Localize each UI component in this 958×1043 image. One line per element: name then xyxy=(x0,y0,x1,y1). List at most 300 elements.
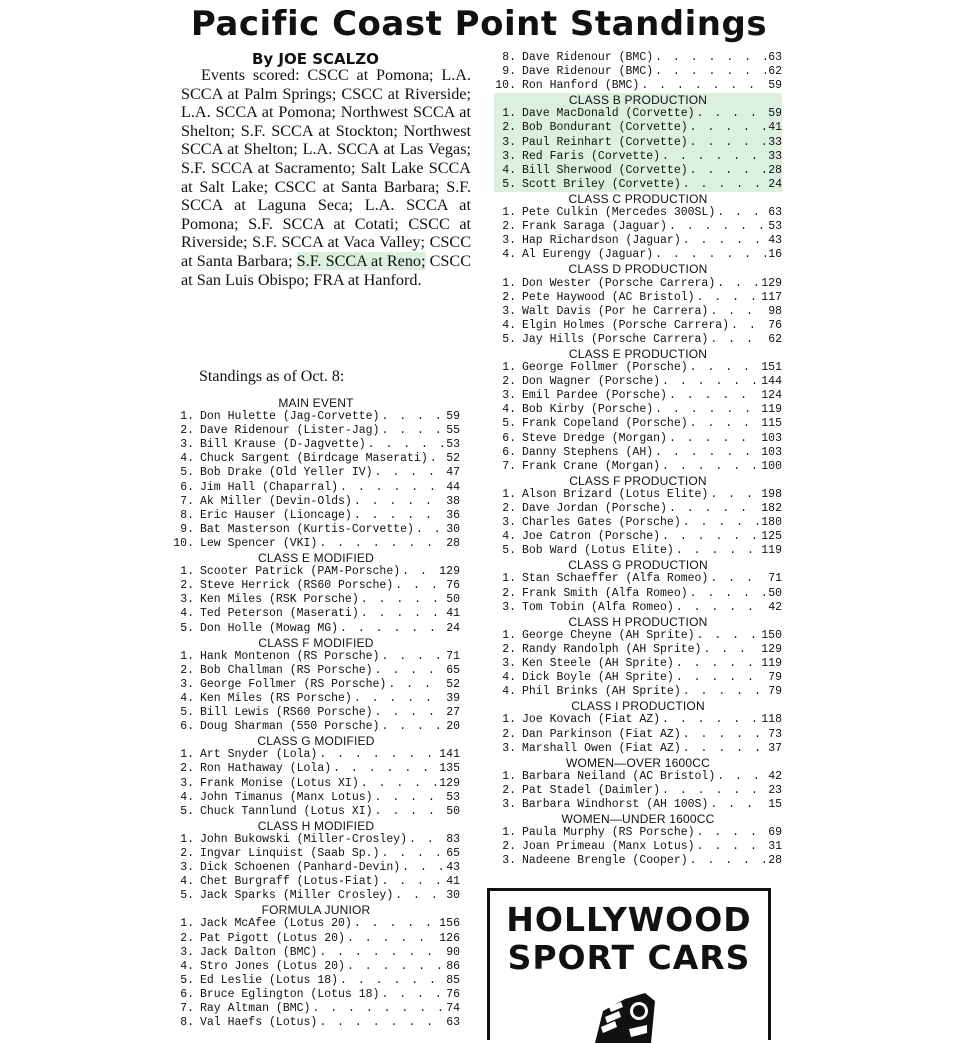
leader-dots xyxy=(400,565,437,579)
points: 63 xyxy=(768,206,782,220)
driver-car: Steve Dredge (Morgan) xyxy=(522,431,667,445)
rank-number: 6. xyxy=(180,720,194,734)
driver-car: Ingvar Linquist (Saab Sp.) xyxy=(200,847,380,860)
standing-row xyxy=(494,854,782,868)
standing-row xyxy=(172,678,460,692)
driver-car: Jack McAfee (Lotus 20) xyxy=(200,917,352,931)
leader-dots xyxy=(352,692,444,706)
rank-number: 4. xyxy=(180,607,194,621)
rank-number: 1. xyxy=(502,769,516,783)
leader-dots xyxy=(653,248,766,262)
leader-dots xyxy=(674,657,759,671)
rank-number: 1. xyxy=(502,487,516,501)
points: 27 xyxy=(446,706,460,720)
standing-row xyxy=(172,579,460,593)
points: 39 xyxy=(446,691,460,705)
driver-car: Stro Jones (Lotus 20) xyxy=(200,959,345,973)
class-header: CLASS C PRODUCTION xyxy=(568,191,708,206)
standing-row xyxy=(494,826,782,840)
leader-dots xyxy=(338,974,444,988)
driver-car: Ak Miller (Devin-Olds) xyxy=(200,494,352,508)
points: 38 xyxy=(446,494,460,508)
points: 41 xyxy=(446,607,460,621)
class-header: CLASS G PRODUCTION xyxy=(568,558,708,573)
driver-car: Nadeene Brengle (Cooper) xyxy=(522,854,688,868)
rank-number: 10. xyxy=(173,536,194,550)
standing-row xyxy=(172,875,460,889)
points: 20 xyxy=(446,720,460,734)
rank-number: 9. xyxy=(502,65,516,79)
points: 30 xyxy=(446,522,460,536)
leader-dots xyxy=(681,516,760,530)
standing-row xyxy=(494,516,782,530)
points: 31 xyxy=(768,840,782,854)
points: 62 xyxy=(768,65,782,79)
standing-row xyxy=(172,664,460,678)
standing-row xyxy=(172,805,460,819)
points: 28 xyxy=(768,163,782,177)
driver-car: Dave Ridenour (Lister-Jag) xyxy=(200,424,380,438)
leader-dots xyxy=(708,333,766,347)
standing-row xyxy=(494,333,782,347)
points: 129 xyxy=(439,776,460,790)
points: 53 xyxy=(768,220,782,234)
driver-car: Doug Sharman (550 Porsche) xyxy=(200,720,380,734)
driver-car: Frank Monise (Lotus XI) xyxy=(200,776,359,790)
class-header: WOMEN—UNDER 1600CC xyxy=(561,812,715,827)
driver-car: John Timanus (Manx Lotus) xyxy=(200,790,373,804)
leader-dots xyxy=(352,495,444,509)
standing-row xyxy=(172,466,460,480)
leader-dots xyxy=(688,854,767,868)
leader-dots xyxy=(695,826,767,840)
points: 41 xyxy=(446,875,460,889)
standing-row xyxy=(494,417,782,431)
leader-dots xyxy=(653,403,759,417)
rank-number: 2. xyxy=(502,642,516,656)
points: 129 xyxy=(761,642,782,656)
driver-car: Lew Spencer (VKI) xyxy=(200,536,318,550)
rank-number: 2. xyxy=(502,727,516,741)
driver-car: Jim Hall (Chaparral) xyxy=(200,480,339,494)
rank-number: 2. xyxy=(502,290,516,304)
rank-number: 2. xyxy=(180,424,194,438)
standing-row xyxy=(494,277,782,291)
rank-number: 4. xyxy=(180,790,194,804)
standing-row xyxy=(494,319,782,333)
points: 74 xyxy=(446,1002,460,1016)
rank-number: 5. xyxy=(180,706,194,720)
rank-number: 3. xyxy=(180,677,194,691)
points: 65 xyxy=(446,663,460,677)
leader-dots xyxy=(317,748,437,762)
standing-row xyxy=(172,889,460,903)
leader-dots xyxy=(660,530,759,544)
class-header: CLASS B PRODUCTION xyxy=(494,93,782,107)
highlighted-event: S.F. SCCA at Reno; xyxy=(296,251,426,270)
driver-car: Val Haefs (Lotus) xyxy=(200,1016,318,1030)
leader-dots xyxy=(688,136,767,150)
points: 119 xyxy=(761,544,782,558)
points: 44 xyxy=(446,480,460,494)
driver-car: Chuck Sargent (Birdcage Maserati) xyxy=(200,452,428,466)
points: 124 xyxy=(761,389,782,403)
leader-dots xyxy=(639,79,766,93)
driver-car: Ray Altman (BMC) xyxy=(200,1002,311,1016)
points: 76 xyxy=(446,579,460,593)
leader-dots xyxy=(379,988,444,1002)
standing-row xyxy=(172,523,460,537)
rank-number: 3. xyxy=(502,741,516,755)
class-header: CLASS D PRODUCTION xyxy=(568,262,708,277)
driver-car: George Cheyne (AH Sprite) xyxy=(522,628,695,642)
driver-car: Ted Peterson (Maserati) xyxy=(200,607,359,621)
driver-car: Paul Reinhart (Corvette) xyxy=(522,135,688,149)
standing-row xyxy=(494,432,782,446)
rank-number: 3. xyxy=(502,149,516,163)
rank-number: 3. xyxy=(180,861,194,875)
standing-row xyxy=(172,565,460,579)
standing-row xyxy=(494,460,782,474)
rank-number: 2. xyxy=(180,663,194,677)
leader-dots xyxy=(373,466,445,480)
standing-row xyxy=(172,452,460,466)
class-header: CLASS H MODIFIED xyxy=(257,818,375,833)
points: 71 xyxy=(446,649,460,663)
points: 50 xyxy=(768,586,782,600)
driver-car: Barbara Windhorst (AH 100S) xyxy=(522,797,709,811)
rank-number: 7. xyxy=(502,459,516,473)
rank-number: 3. xyxy=(502,304,516,318)
standing-row xyxy=(172,917,460,931)
rank-number: 4. xyxy=(502,685,516,699)
rank-number: 8. xyxy=(180,1016,194,1030)
standing-row xyxy=(494,248,782,262)
driver-car: Don Hulette (Jag-Corvette) xyxy=(200,410,380,424)
standing-row xyxy=(494,65,782,79)
leader-dots xyxy=(366,438,445,452)
points: 47 xyxy=(446,466,460,480)
points: 129 xyxy=(761,276,782,290)
standing-row xyxy=(494,136,782,150)
leader-dots xyxy=(695,840,767,854)
points: 98 xyxy=(768,304,782,318)
leader-dots xyxy=(674,671,766,685)
rank-number: 2. xyxy=(502,783,516,797)
standing-row xyxy=(494,150,782,164)
driver-car: Art Snyder (Lola) xyxy=(200,748,318,762)
leader-dots xyxy=(715,206,766,220)
points: 119 xyxy=(761,403,782,417)
rank-number: 2. xyxy=(180,762,194,776)
driver-car: George Follmer (RS Porsche) xyxy=(200,677,387,691)
events-text: Events scored: CSCC at Pomona; L.A. SCCA at Palm Springs; CSCC at Riverside; L.A. SCCA at Pomona; Northwest SCCA at Shelton; S.F. SCCA at Stockton; Northwest SCCA at Shelton; L.A. SCCA at Las Vegas; S.F. SCCA at Sacramento; Salt Lake SCCA at Salt Lake; CSCC at Santa Barbara; S.F. SCCA at Laguna Seca; L.A. SCCA at Pomona; S.F. SCCA at Cotati; CSCC at Riverside; S.F. SCCA at Vaca Valley; CSCC at Santa Barbara; xyxy=(181,66,471,270)
driver-car: Paula Murphy (RS Porsche) xyxy=(522,826,695,840)
leader-dots xyxy=(373,706,445,720)
standing-row xyxy=(494,234,782,248)
driver-car: Bill Krause (D-Jagvette) xyxy=(200,438,366,452)
standing-row xyxy=(494,107,782,121)
points: 156 xyxy=(439,917,460,931)
driver-car: Dan Parkinson (Fiat AZ) xyxy=(522,727,681,741)
leader-dots xyxy=(667,432,759,446)
leader-dots xyxy=(379,847,444,861)
rank-number: 1. xyxy=(180,748,194,762)
rank-number: 2. xyxy=(180,931,194,945)
points: 36 xyxy=(446,508,460,522)
standing-row xyxy=(494,79,782,93)
driver-car: Bill Lewis (RS60 Porsche) xyxy=(200,706,373,720)
rank-number: 4. xyxy=(502,318,516,332)
standing-row xyxy=(494,572,782,586)
points: 125 xyxy=(761,530,782,544)
rank-number: 4. xyxy=(502,163,516,177)
standing-row xyxy=(172,861,460,875)
rank-number: 3. xyxy=(502,600,516,614)
class-header: MAIN EVENT xyxy=(278,396,354,410)
leader-dots xyxy=(715,277,759,291)
rank-number: 3. xyxy=(502,854,516,868)
standing-row xyxy=(172,622,460,636)
leader-dots xyxy=(393,889,444,903)
class-header: CLASS F MODIFIED xyxy=(258,635,374,650)
standing-row xyxy=(172,974,460,988)
driver-car: Bob Kirby (Porsche) xyxy=(522,403,654,417)
driver-car: Bat Masterson (Kurtis-Corvette) xyxy=(200,522,414,536)
standing-row xyxy=(494,742,782,756)
leader-dots xyxy=(317,537,444,551)
standing-row xyxy=(494,488,782,502)
driver-car: Jay Hills (Porsche Carrera) xyxy=(522,332,709,346)
rank-number: 5. xyxy=(502,177,516,191)
standing-row xyxy=(172,988,460,1002)
standing-row xyxy=(494,403,782,417)
leader-dots xyxy=(653,51,766,65)
rank-number: 4. xyxy=(502,248,516,262)
leader-dots xyxy=(359,607,444,621)
leader-dots xyxy=(386,678,444,692)
leader-dots xyxy=(660,713,759,727)
points: 15 xyxy=(768,797,782,811)
rank-number: 4. xyxy=(180,691,194,705)
standing-row xyxy=(172,607,460,621)
leader-dots xyxy=(695,629,760,643)
points: 151 xyxy=(761,361,782,375)
rank-number: 6. xyxy=(180,987,194,1001)
driver-car: Don Wagner (Porsche) xyxy=(522,375,661,389)
standing-row xyxy=(172,847,460,861)
leader-dots xyxy=(317,946,444,960)
driver-car: Elgin Holmes (Porsche Carrera) xyxy=(522,318,730,332)
standing-row xyxy=(494,728,782,742)
rank-number: 3. xyxy=(180,945,194,959)
points: 182 xyxy=(761,502,782,515)
standing-row xyxy=(494,544,782,558)
driver-car: Scott Briley (Corvette) xyxy=(522,177,681,191)
standing-row xyxy=(494,502,782,516)
standing-row xyxy=(172,481,460,495)
driver-car: Dave Jordan (Porsche) xyxy=(522,502,667,515)
points: 52 xyxy=(446,677,460,691)
standing-row xyxy=(494,291,782,305)
points: 90 xyxy=(446,945,460,959)
leader-dots xyxy=(317,1016,444,1030)
points: 43 xyxy=(446,861,460,875)
driver-car: Ken Miles (RSK Porsche) xyxy=(200,593,359,607)
leader-dots xyxy=(688,417,760,431)
rank-number: 2. xyxy=(180,847,194,860)
leader-dots xyxy=(352,509,444,523)
standing-row xyxy=(172,537,460,551)
driver-car: Jack Sparks (Miller Crosley) xyxy=(200,889,394,903)
leader-dots xyxy=(695,291,760,305)
leader-dots xyxy=(379,650,444,664)
rank-number: 3. xyxy=(502,657,516,671)
points: 59 xyxy=(768,79,782,93)
points: 135 xyxy=(439,762,460,776)
standing-row xyxy=(172,960,460,974)
events-intro xyxy=(181,66,471,289)
rank-number: 3. xyxy=(502,516,516,530)
points: 53 xyxy=(446,790,460,804)
points: 59 xyxy=(446,410,460,424)
points: 198 xyxy=(761,487,782,501)
standing-row xyxy=(172,424,460,438)
points: 129 xyxy=(439,565,460,579)
leader-dots xyxy=(667,389,759,403)
rank-number: 5. xyxy=(180,804,194,818)
rank-number: 2. xyxy=(180,579,194,593)
leader-dots xyxy=(379,424,444,438)
leader-dots xyxy=(708,305,766,319)
leader-dots xyxy=(688,121,767,135)
rank-number: 4. xyxy=(180,875,194,889)
driver-car: Pete Haywood (AC Bristol) xyxy=(522,290,695,304)
leader-dots xyxy=(681,178,766,192)
ad-line-1: HOLLYWOOD xyxy=(506,900,752,939)
driver-car: Bob Drake (Old Yeller IV) xyxy=(200,466,373,480)
rank-number: 3. xyxy=(180,438,194,452)
standing-row xyxy=(172,593,460,607)
standing-row xyxy=(172,791,460,805)
leader-dots xyxy=(373,791,445,805)
rank-number: 4. xyxy=(502,671,516,685)
points: 115 xyxy=(761,417,782,431)
driver-car: Ken Miles (RS Porsche) xyxy=(200,691,352,705)
leader-dots xyxy=(708,572,766,586)
standing-row xyxy=(494,840,782,854)
driver-car: Walt Davis (Por he Carrera) xyxy=(522,304,709,318)
points: 24 xyxy=(768,177,782,191)
driver-car: Bruce Eglington (Lotus 18) xyxy=(200,987,380,1001)
leader-dots xyxy=(379,410,444,424)
points: 65 xyxy=(446,847,460,860)
points: 86 xyxy=(446,959,460,973)
rank-number: 5. xyxy=(180,466,194,480)
standings-column-right xyxy=(494,51,782,868)
points: 33 xyxy=(768,135,782,149)
leader-dots xyxy=(660,784,766,798)
driver-car: Bob Bondurant (Corvette) xyxy=(522,121,688,135)
points: 62 xyxy=(768,332,782,346)
rank-number: 3. xyxy=(502,797,516,811)
rank-number: 4. xyxy=(180,959,194,973)
standing-row xyxy=(172,509,460,523)
driver-car: Hank Montenon (RS Porsche) xyxy=(200,649,380,663)
leader-dots xyxy=(400,861,444,875)
events-text-end: CSCC at San Luis Obispo; FRA at Hanford. xyxy=(181,251,472,289)
driver-car: Dave MacDonald (Corvette) xyxy=(522,107,695,121)
leader-dots xyxy=(379,875,444,889)
standing-row xyxy=(172,650,460,664)
rank-number: 4. xyxy=(502,403,516,417)
rank-number: 1. xyxy=(502,572,516,586)
points: 103 xyxy=(761,445,782,459)
driver-car: Chet Burgraff (Lotus-Fiat) xyxy=(200,875,380,889)
standing-row xyxy=(172,946,460,960)
driver-car: Frank Copeland (Porsche) xyxy=(522,417,688,431)
leader-dots xyxy=(653,65,766,79)
standings-column-left xyxy=(172,396,460,1030)
standing-row xyxy=(494,587,782,601)
points: 117 xyxy=(761,290,782,304)
rank-number: 2. xyxy=(502,840,516,854)
standing-row xyxy=(172,495,460,509)
driver-car: Ron Hanford (BMC) xyxy=(522,79,640,93)
driver-car: Dick Schoenen (Panhard-Devin) xyxy=(200,861,401,875)
byline: By JOE SCALZO xyxy=(252,50,379,68)
standing-row xyxy=(172,410,460,424)
leader-dots xyxy=(345,960,444,974)
points: 42 xyxy=(768,600,782,614)
standing-row xyxy=(494,770,782,784)
standing-row xyxy=(172,748,460,762)
leader-dots xyxy=(407,833,444,847)
rank-number: 5. xyxy=(502,417,516,431)
rank-number: 3. xyxy=(180,593,194,607)
leader-dots xyxy=(695,107,767,121)
standing-row xyxy=(494,206,782,220)
flag-logo-icon xyxy=(585,987,675,1043)
leader-dots xyxy=(373,664,445,678)
leader-dots xyxy=(653,446,759,460)
points: 50 xyxy=(446,593,460,607)
rank-number: 1. xyxy=(502,628,516,642)
standing-row xyxy=(494,375,782,389)
rank-number: 2. xyxy=(502,502,516,515)
standing-row xyxy=(494,629,782,643)
driver-car: Bob Ward (Lotus Elite) xyxy=(522,544,674,558)
points: 119 xyxy=(761,657,782,671)
driver-car: Ken Steele (AH Sprite) xyxy=(522,657,674,671)
points: 79 xyxy=(768,685,782,699)
standing-row xyxy=(172,777,460,791)
points: 33 xyxy=(768,149,782,163)
class-header: FORMULA JUNIOR xyxy=(261,903,371,918)
points: 63 xyxy=(768,51,782,64)
rank-number: 3. xyxy=(502,389,516,403)
rank-number: 8. xyxy=(180,508,194,522)
leader-dots xyxy=(729,319,766,333)
class-header: CLASS F PRODUCTION xyxy=(569,473,707,488)
rank-number: 6. xyxy=(502,431,516,445)
driver-car: Eric Hauser (Lioncage) xyxy=(200,508,352,522)
rank-number: 6. xyxy=(180,480,194,494)
leader-dots xyxy=(708,488,759,502)
class-header: CLASS G MODIFIED xyxy=(257,734,375,749)
leader-dots xyxy=(338,622,444,636)
leader-dots xyxy=(660,375,759,389)
